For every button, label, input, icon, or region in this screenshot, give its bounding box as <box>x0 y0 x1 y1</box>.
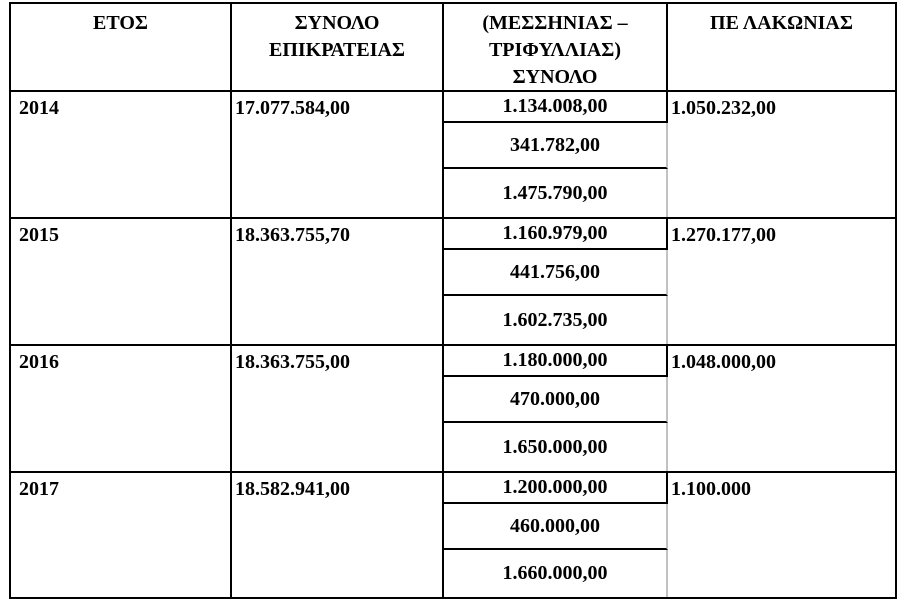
messinias-value-2: 341.782,00 <box>444 123 668 169</box>
messinias-trifyllias-cell-group <box>444 473 668 597</box>
messinias-value-2: 441.756,00 <box>444 250 668 296</box>
table-header-row <box>11 4 895 92</box>
table-row-2016 <box>11 346 895 473</box>
messinias-total: 1.475.790,00 <box>444 169 668 217</box>
synolo-epikrateias-cell: 18.363.755,00 <box>232 346 444 471</box>
data-table <box>9 2 897 599</box>
messinias-value-1: 1.160.979,00 <box>444 219 668 250</box>
header-label-synolo-epikrateias: ΣΥΝΟΛΟ ΕΠΙΚΡΑΤΕΙΑΣ <box>269 12 405 61</box>
messinias-total: 1.602.735,00 <box>444 296 668 344</box>
pe-lakonias-cell: 1.050.232,00 <box>671 97 776 119</box>
table-row-2014 <box>11 92 895 219</box>
header-cell-synolo-epikrateias <box>232 4 444 90</box>
messinias-value-1: 1.200.000,00 <box>444 473 668 504</box>
synolo-epikrateias-cell: 18.363.755,70 <box>232 219 444 344</box>
table-row-2015 <box>11 219 895 346</box>
messinias-total: 1.660.000,00 <box>444 550 668 597</box>
header-cell-year <box>11 4 232 90</box>
messinias-total: 1.650.000,00 <box>444 423 668 471</box>
pe-lakonias-cell: 1.100.000 <box>671 478 751 500</box>
header-label-messinias-trifyllias: (ΜΕΣΣΗΝΙΑΣ – ΤΡΙΦΥΛΛΙΑΣ) ΣΥΝΟΛΟ <box>482 12 628 88</box>
messinias-value-2: 470.000,00 <box>444 377 668 423</box>
messinias-value-1: 1.134.008,00 <box>444 92 668 123</box>
messinias-trifyllias-cell-group <box>444 92 668 217</box>
pe-lakonias-cell: 1.048.000,00 <box>671 351 776 373</box>
synolo-epikrateias-cell: 17.077.584,00 <box>232 92 444 217</box>
year-cell: 2017 <box>11 473 232 597</box>
messinias-trifyllias-cell-group <box>444 346 668 471</box>
synolo-epikrateias-cell: 18.582.941,00 <box>232 473 444 597</box>
table-row-2017 <box>11 473 895 597</box>
header-cell-messinias-trifyllias <box>444 4 668 90</box>
messinias-value-1: 1.180.000,00 <box>444 346 668 377</box>
year-cell: 2015 <box>11 219 232 344</box>
messinias-value-2: 460.000,00 <box>444 504 668 550</box>
header-label-pe-lakonias: ΠΕ ΛΑΚΩΝΙΑΣ <box>710 12 853 34</box>
header-label-year: ΕΤΟΣ <box>93 12 148 34</box>
header-cell-pe-lakonias <box>668 4 895 90</box>
pe-lakonias-cell: 1.270.177,00 <box>671 224 776 246</box>
year-cell: 2014 <box>11 92 232 217</box>
year-cell: 2016 <box>11 346 232 471</box>
messinias-trifyllias-cell-group <box>444 219 668 344</box>
